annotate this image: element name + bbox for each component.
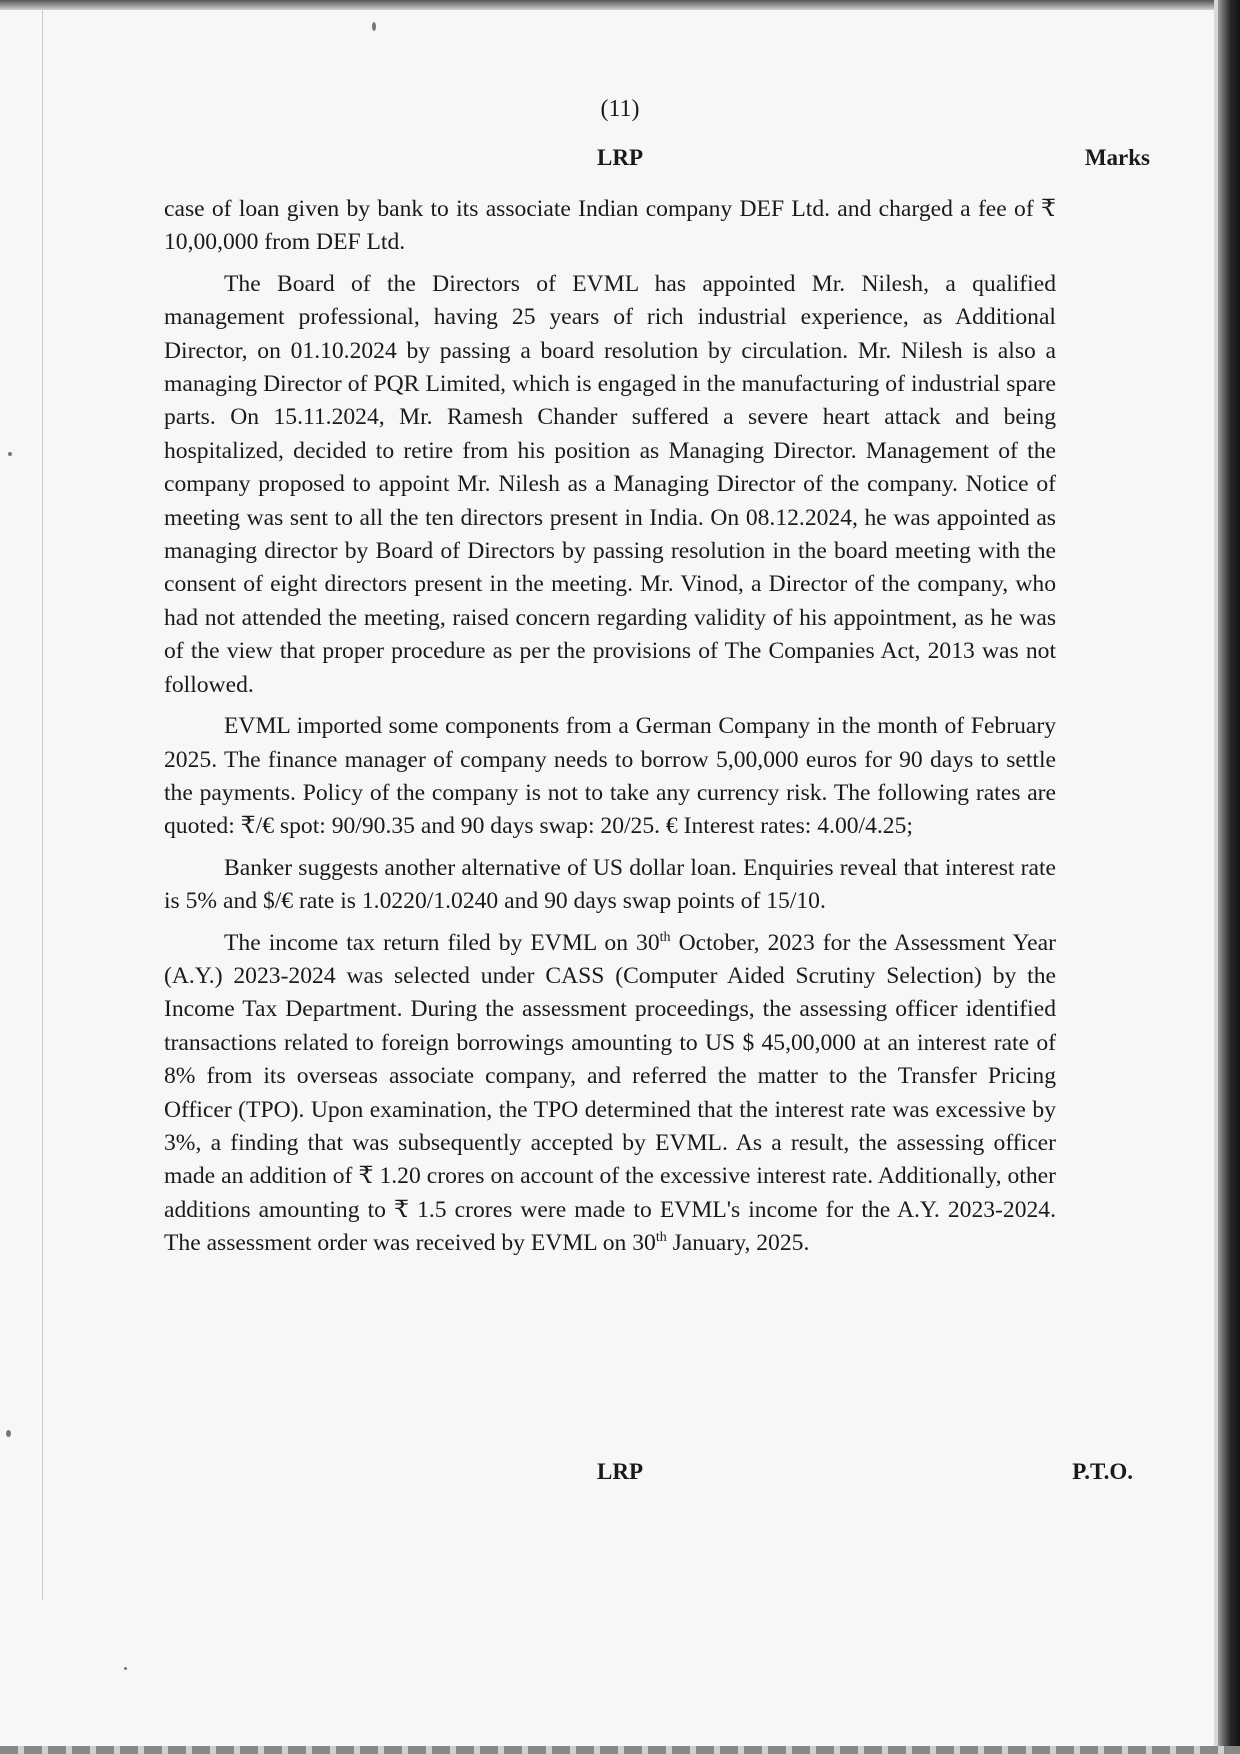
page-right-edge-shadow — [1218, 0, 1240, 1754]
left-margin-line — [42, 10, 43, 1600]
footer-pto: P.T.O. — [1072, 1459, 1133, 1484]
header-marks-label: Marks — [1084, 145, 1150, 170]
scan-speck — [6, 1430, 11, 1437]
scan-speck — [372, 22, 376, 31]
text-segment: October, 2023 for the Assessment Year (A.Y.) 2023-2024 was selected under CASS (Computer Aided Scrutiny Selection) by the Income Tax Department. During the assessment proceedings, the assessing officer identified transactions related to foreign borrowings amounting to US $ 45,00,000 at an interest rate of 8% from its overseas associate company, and referred the matter to the Transfer Pricing Officer (TPO). Upon examination, the TPO determined that the interest rate was excessive by 3%, a finding that was subsequently accepted by EVML. As a result, the assessing officer made an addition of ₹ 1.20 crores on account of the excessive interest rate. Additionally, other additions amounting to ₹ 1.5 crores were made to EVML's income for the A.Y. 2023-2024. The assessment order was received by EVML on 30 — [164, 929, 1056, 1257]
header-paper-code: LRP — [597, 145, 643, 170]
text-segment: January, 2025. — [666, 1230, 810, 1257]
page-bottom-edge — [0, 1746, 1240, 1754]
paragraph-euro-borrowing: EVML imported some components from a German Company in the month of February 2025. The finance manager of company needs to borrow 5,00,000 euros for 90 days to settle the payments. Policy of the company is not to take any currency risk. The following rates are quoted: ₹/€ spot: 90/90.35 and 90 days swap: 20/25. € Interest rates: 4.00/4.25; — [164, 713, 1056, 840]
superscript: th — [659, 929, 671, 945]
page-top-edge — [0, 0, 1240, 10]
page-number: (11) — [600, 96, 640, 122]
question-body — [164, 193, 1056, 1269]
footer-paper-code: LRP — [597, 1459, 643, 1484]
paragraph-director-appointment: The Board of the Directors of EVML has appointed Mr. Nilesh, a qualified management professional, having 25 years of rich industrial experience, as Additional Director, on 01.10.2024 by passing a board resolution by circulation. Mr. Nilesh is also a managing Director of PQR Limited, which is engaged in the manufacturing of industrial spare parts. On 15.11.2024, Mr. Ramesh Chander suffered a severe heart attack and being hospitalized, decided to retire from his position as Managing Director. Management of the company proposed to appoint Mr. Nilesh as a Managing Director of the company. Notice of meeting was sent to all the ten directors present in India. On 08.12.2024, he was appointed as managing director by Board of Directors by passing resolution in the board meeting with the consent of eight directors present in the meeting. Mr. Vinod, a Director of the company, who had not attended the meeting, raised concern regarding validity of his appointment, as he was of the view that proper procedure as per the provisions of The Companies Act, 2013 was not followed. — [164, 270, 1056, 698]
superscript: th — [655, 1230, 667, 1246]
text-segment: The income tax return filed by EVML on 30 — [224, 929, 660, 956]
scan-speck — [124, 1667, 127, 1670]
paragraph-loan-fee: case of loan given by bank to its associate Indian company DEF Ltd. and charged a fee of ₹ 10,00,000 from DEF Ltd. — [164, 196, 1056, 256]
paragraph-income-tax — [164, 927, 1056, 1261]
paragraph-dollar-loan: Banker suggests another alternative of US dollar loan. Enquiries reveal that interest rate is 5% and $/€ rate is 1.0220/1.0240 and 90 days swap points of 15/10. — [164, 854, 1056, 915]
scan-speck — [8, 452, 12, 456]
